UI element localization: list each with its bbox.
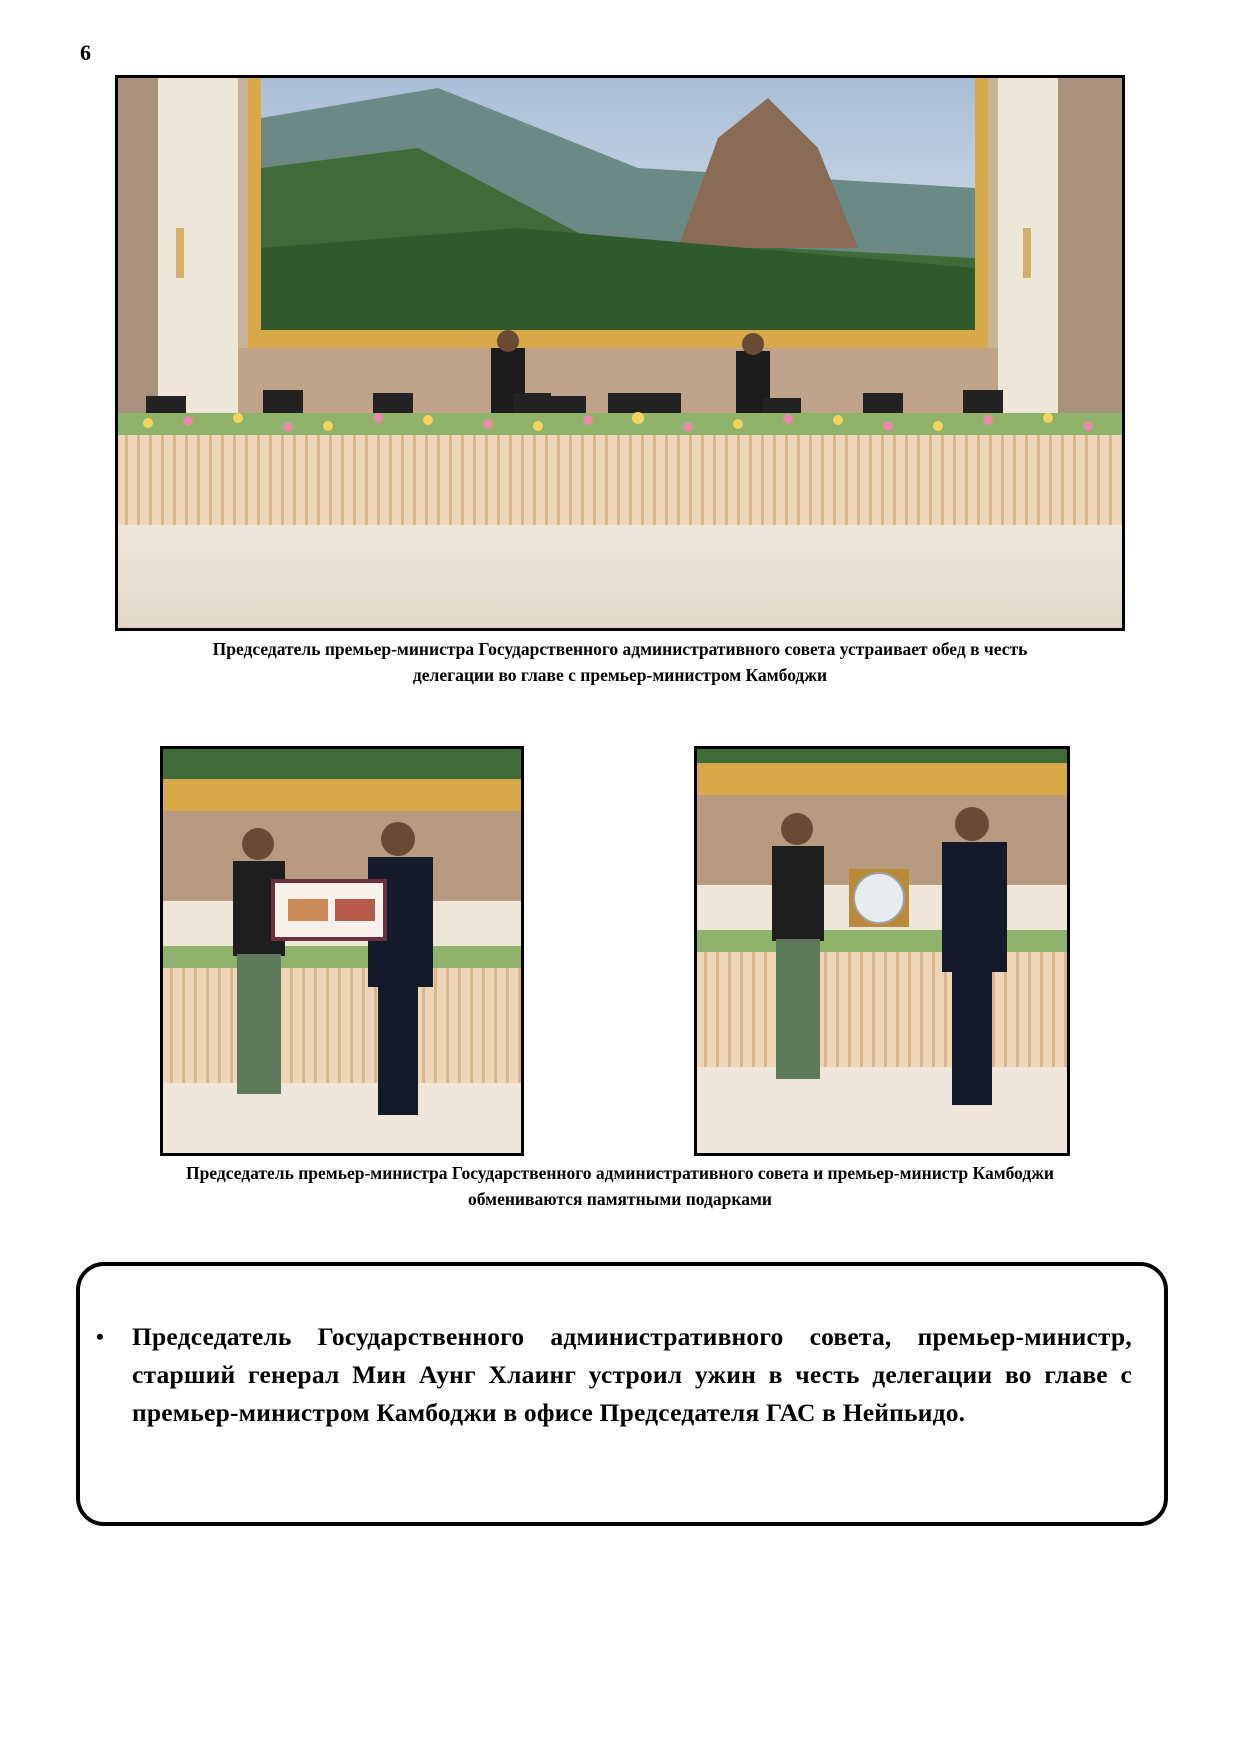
book-gift-photo <box>160 746 524 1156</box>
banquet-caption-line-2: делегации во главе с премьер-министром Камбоджи <box>412 665 828 685</box>
page-number: 6 <box>80 40 91 65</box>
book-gift-illustration <box>163 749 521 1153</box>
banquet-photo <box>115 75 1125 631</box>
bullet-icon: • <box>96 1324 104 1349</box>
summary-box <box>76 1262 1168 1526</box>
plate-gift-photo <box>694 746 1070 1156</box>
gifts-caption <box>60 1160 1180 1212</box>
summary-item <box>96 1318 1132 1432</box>
banquet-caption <box>100 636 1140 688</box>
plate-gift-illustration <box>697 749 1067 1153</box>
banquet-photo-illustration <box>118 78 1122 628</box>
banquet-caption-line-1: Председатель премьер-министра Государственного административного совета устраивает обед в честь <box>212 639 1028 659</box>
gifts-caption-line-1: Председатель премьер-министра Государственного административного совета и премьер-министр Камбоджи <box>185 1163 1055 1183</box>
summary-text: Председатель Государственного административного совета, премьер-министр, старший генерал Мин Аунг Хлаинг устроил ужин в честь делегации во главе с премьер-министром Камбоджи в офисе Председателя ГАС в Нейпьидо. <box>132 1322 1132 1427</box>
gifts-caption-line-2: обмениваются памятными подарками <box>468 1189 772 1209</box>
